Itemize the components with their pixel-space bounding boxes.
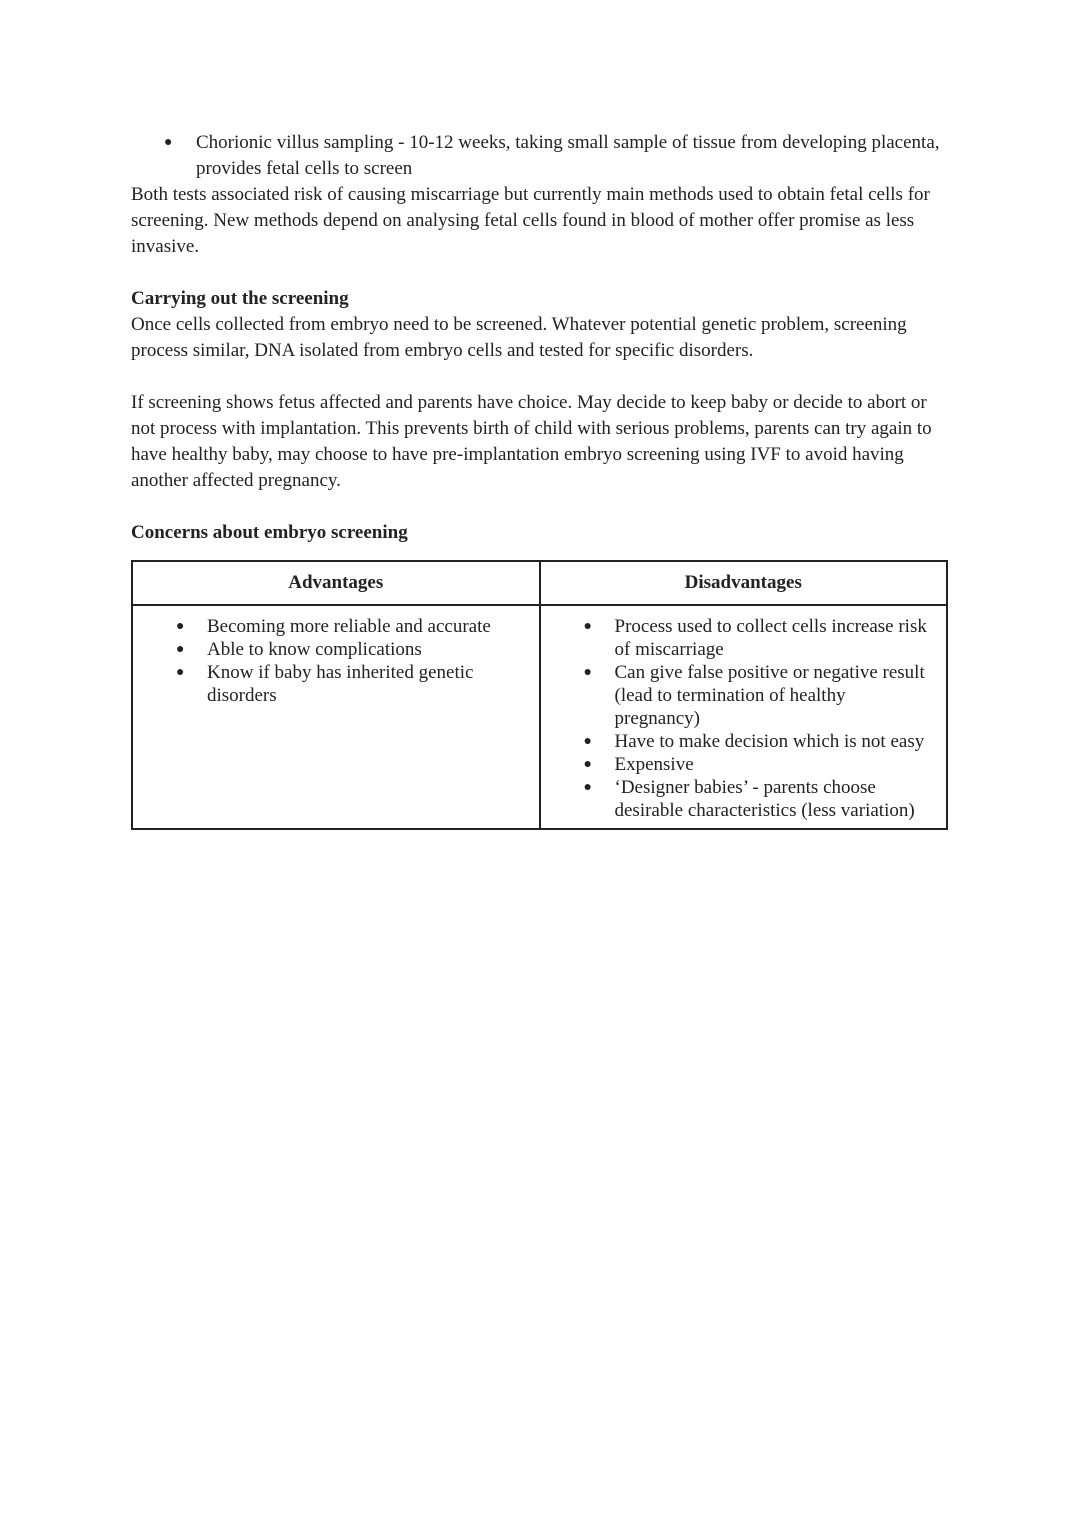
list-item: ● Can give false positive or negative result (lead to termination of healthy pregnancy) xyxy=(541,661,947,730)
spacer xyxy=(131,260,951,286)
disadvantages-cell xyxy=(540,605,948,829)
paragraph-screening-outcome: If screening shows fetus affected and parents have choice. May decide to keep baby or decide to abort or not process with implantation. This prevents birth of child with serious problems, parents can try again to have healthy baby, may choose to have pre-implantation embryo screening using IVF to avoid having another affected pregnancy. xyxy=(131,392,932,491)
list-item: ● Able to know complications xyxy=(133,638,539,661)
table-header-row xyxy=(132,561,947,605)
spacer xyxy=(131,494,951,520)
paragraph-screening-process: Once cells collected from embryo need to be screened. Whatever potential genetic problem, screening process similar, DNA isolated from embryo cells and tested for specific disorders. xyxy=(131,314,907,361)
paragraph-miscarriage-risk: Both tests associated risk of causing miscarriage but currently main methods used to obtain fetal cells for screening. New methods depend on analysing fetal cells found in blood of mother offer promise as less invasive. xyxy=(131,184,930,257)
list-item: ● ‘Designer babies’ - parents choose desirable characteristics (less variation) xyxy=(541,776,947,822)
list-item: ● Becoming more reliable and accurate xyxy=(133,615,539,638)
list-item: ● Know if baby has inherited genetic disorders xyxy=(133,661,539,707)
disadvantages-list xyxy=(541,615,947,822)
header-advantages: Advantages xyxy=(132,561,540,605)
heading-concerns: Concerns about embryo screening xyxy=(131,522,408,543)
header-disadvantages: Disadvantages xyxy=(540,561,948,605)
table-row xyxy=(132,605,947,829)
intro-bullet-list xyxy=(131,130,951,182)
advantages-cell xyxy=(132,605,540,829)
list-item: ● Process used to collect cells increase risk of miscarriage xyxy=(541,615,947,661)
list-item: ● Chorionic villus sampling - 10-12 weeks, taking small sample of tissue from developing placenta, provides fetal cells to screen xyxy=(131,130,951,182)
list-item: ● Have to make decision which is not easy xyxy=(541,730,947,753)
pros-cons-table xyxy=(131,560,948,830)
heading-carrying-out-screening: Carrying out the screening xyxy=(131,288,349,309)
document-page xyxy=(131,130,951,830)
spacer xyxy=(131,364,951,390)
advantages-list xyxy=(133,615,539,707)
list-item: ● Expensive xyxy=(541,753,947,776)
